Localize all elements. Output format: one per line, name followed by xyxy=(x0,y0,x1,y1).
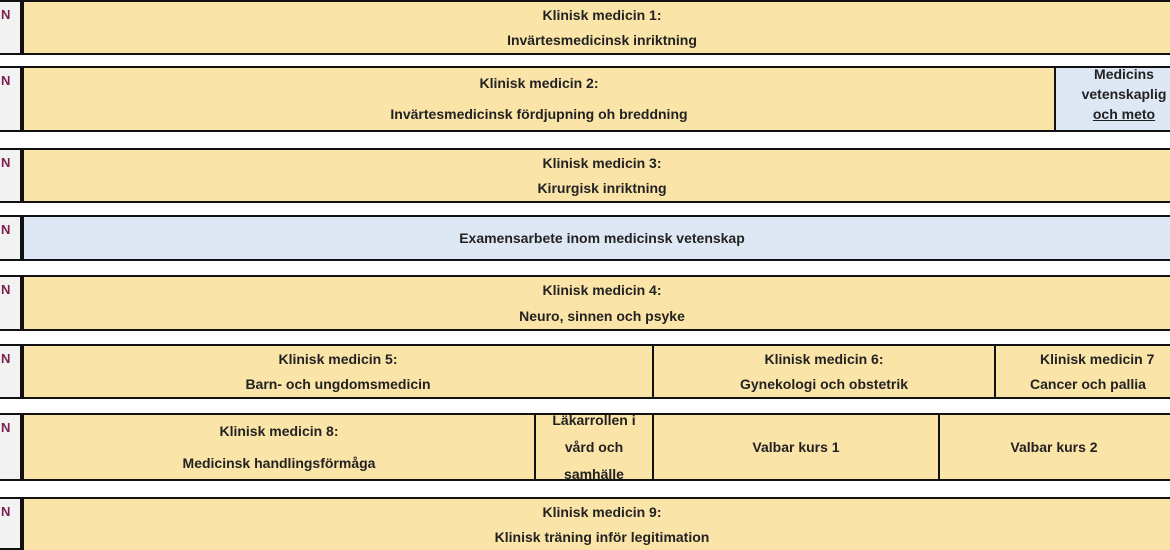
course-subtitle: Kirurgisk inriktning xyxy=(537,180,667,197)
course-title: Klinisk medicin 2: xyxy=(479,75,599,92)
course-title: Klinisk medicin 3: xyxy=(542,154,662,171)
course-title-cont: vård och xyxy=(564,438,624,455)
course-subtitle: Cancer och pallia xyxy=(1030,376,1146,393)
row-tag: N xyxy=(0,497,22,550)
row-tag: N xyxy=(0,0,22,55)
course-subtitle: Gynekologi och obstetrik xyxy=(739,376,909,393)
row-tag: N xyxy=(0,275,22,331)
course-subtitle: Invärtesmedicinsk inriktning xyxy=(507,32,697,49)
course-title: Valbar kurs 2 xyxy=(1010,438,1098,455)
course-row-6 xyxy=(0,344,1170,399)
row-tag: N xyxy=(0,148,22,203)
course-cell-klinisk-medicin-4 xyxy=(22,275,1170,331)
course-subtitle: Barn- och ungdomsmedicin xyxy=(245,376,431,393)
row-tag: N xyxy=(0,413,22,481)
course-row-2 xyxy=(0,66,1170,132)
course-cell-klinisk-medicin-9 xyxy=(22,497,1170,550)
course-subtitle: Neuro, sinnen och psyke xyxy=(519,307,685,324)
course-title: Klinisk medicin 1: xyxy=(542,6,662,23)
course-title: Klinisk medicin 5: xyxy=(278,350,398,367)
row-tag: N xyxy=(0,344,22,399)
course-subtitle: Klinisk träning inför legitimation xyxy=(494,529,710,546)
course-cell-lakarrollen xyxy=(534,413,654,481)
course-cell-klinisk-medicin-8 xyxy=(22,413,536,481)
course-title: Läkarrollen i xyxy=(552,413,636,428)
course-cell-klinisk-medicin-3 xyxy=(22,148,1170,203)
course-row-1 xyxy=(0,0,1170,55)
course-row-4 xyxy=(0,215,1170,261)
course-row-8 xyxy=(0,497,1170,550)
course-cell-medicinsk-vetenskap xyxy=(1054,66,1170,132)
course-title: Klinisk medicin 8: xyxy=(219,422,339,439)
course-title: Medicins xyxy=(1094,66,1154,82)
course-subtitle: vetenskaplig xyxy=(1081,86,1167,103)
course-cell-klinisk-medicin-1 xyxy=(22,0,1170,55)
course-cell-klinisk-medicin-6 xyxy=(652,344,996,399)
course-cell-examensarbete xyxy=(22,215,1170,261)
row-tag: N xyxy=(0,215,22,261)
course-subtitle: Medicinsk handlingsförmåga xyxy=(182,454,376,471)
course-row-7 xyxy=(0,413,1170,481)
course-cell-klinisk-medicin-2 xyxy=(22,66,1056,132)
course-cell-valbar-kurs-2 xyxy=(938,413,1170,481)
course-title: Klinisk medicin 9: xyxy=(542,503,662,520)
course-title: Klinisk medicin 4: xyxy=(542,281,662,298)
course-cell-klinisk-medicin-5 xyxy=(22,344,654,399)
course-title-end: samhälle xyxy=(564,465,624,481)
course-subtitle: Invärtesmedicinsk fördjupning oh breddning xyxy=(390,106,688,123)
course-title: Examensarbete inom medicinsk vetenskap xyxy=(459,229,745,246)
course-subtitle-cont: och meto xyxy=(1092,106,1156,123)
course-row-5 xyxy=(0,275,1170,331)
course-title: Valbar kurs 1 xyxy=(752,438,840,455)
course-row-3 xyxy=(0,148,1170,203)
course-title: Klinisk medicin 7 xyxy=(1040,350,1155,367)
course-cell-valbar-kurs-1 xyxy=(652,413,940,481)
row-tag: N xyxy=(0,66,22,132)
course-cell-klinisk-medicin-7 xyxy=(994,344,1170,399)
course-title: Klinisk medicin 6: xyxy=(764,350,884,367)
